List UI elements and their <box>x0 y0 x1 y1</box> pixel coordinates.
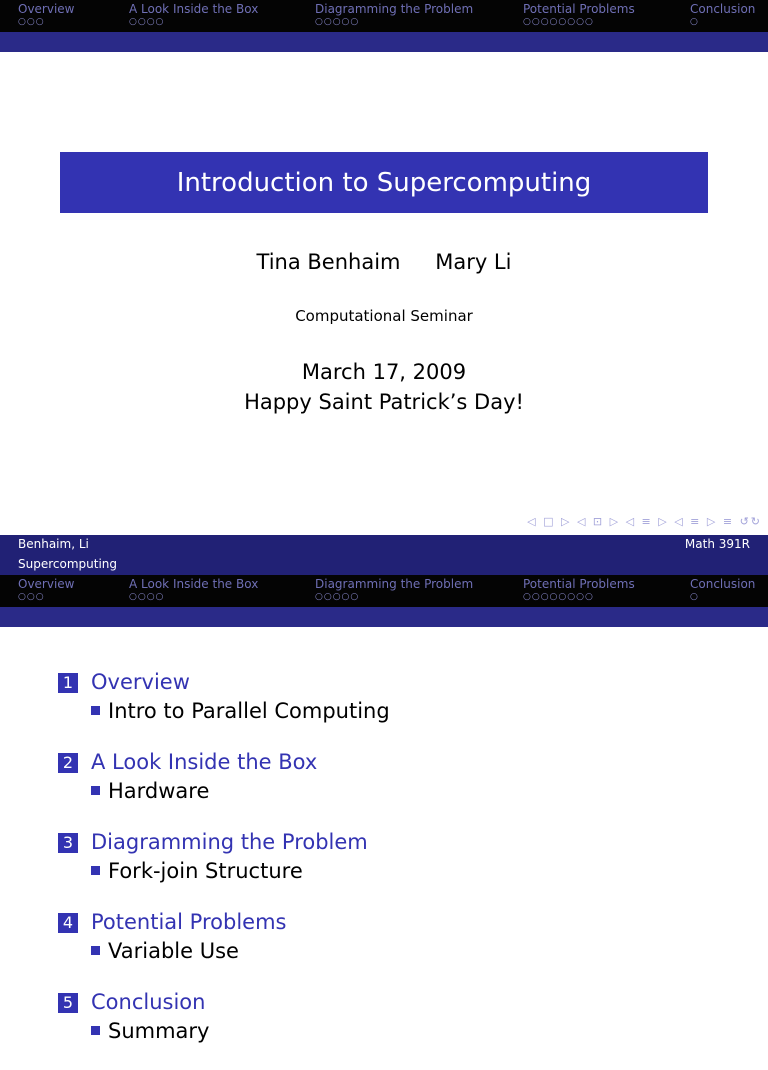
toc-subsection-label: Summary <box>108 1019 210 1043</box>
institute: Computational Seminar <box>295 307 473 325</box>
table-of-contents <box>58 670 748 1070</box>
nav-dots-conclusion[interactable]: ○ <box>690 17 699 27</box>
toc-subsection[interactable] <box>91 859 303 883</box>
nav2-dots-look-inside[interactable]: ○○○○ <box>129 592 165 602</box>
authors <box>0 250 768 274</box>
toc-item[interactable] <box>58 750 748 830</box>
square-bullet-icon <box>91 866 100 875</box>
nav2-section-conclusion[interactable]: Conclusion <box>690 577 756 591</box>
toc-section-title[interactable]: Potential Problems <box>91 910 287 934</box>
toc-subsection[interactable] <box>91 699 390 723</box>
footer-short-title-bar <box>0 555 768 575</box>
nav-section-diagramming[interactable]: Diagramming the Problem <box>315 2 474 16</box>
nav-row <box>0 0 768 32</box>
toc-subsection-label: Intro to Parallel Computing <box>108 699 390 723</box>
toc-number: 4 <box>58 913 78 933</box>
nav-dots-overview[interactable]: ○○○ <box>18 17 45 27</box>
toc-item[interactable] <box>58 830 748 910</box>
square-bullet-icon <box>91 786 100 795</box>
second-navigation-bar <box>0 575 768 627</box>
nav-row-2 <box>0 575 768 607</box>
nav2-dots-potential-problems[interactable]: ○○○○○○○○ <box>523 592 594 602</box>
toc-subsection[interactable] <box>91 939 239 963</box>
author-1: Tina Benhaim <box>256 250 401 274</box>
toc-item[interactable] <box>58 670 748 750</box>
footer-bar <box>0 535 768 555</box>
square-bullet-icon <box>91 946 100 955</box>
toc-subsection[interactable] <box>91 1019 209 1043</box>
footer-short-title: Supercomputing <box>18 557 118 571</box>
beamer-navigation-controls[interactable]: ◁ □ ▷ ◁ ⊡ ▷ ◁ ≡ ▷ ◁ ≡ ▷ ≡ ↺↻ <box>527 515 762 528</box>
toc-item[interactable] <box>58 910 748 990</box>
toc-section-title[interactable]: Diagramming the Problem <box>91 830 368 854</box>
nav2-dots-conclusion[interactable]: ○ <box>690 592 699 602</box>
nav-section-overview[interactable]: Overview <box>18 2 75 16</box>
toc-subsection[interactable] <box>91 779 209 803</box>
date-note: Happy Saint Patrick’s Day! <box>244 390 524 414</box>
date: March 17, 2009 <box>301 360 467 384</box>
slide-title: Introduction to Supercomputing <box>60 152 708 213</box>
toc-number: 2 <box>58 753 78 773</box>
toc-subsection-label: Variable Use <box>108 939 239 963</box>
nav2-subsection-strip <box>0 607 768 627</box>
nav-dots-potential-problems[interactable]: ○○○○○○○○ <box>523 17 594 27</box>
nav-dots-diagramming[interactable]: ○○○○○ <box>315 17 360 27</box>
nav2-dots-overview[interactable]: ○○○ <box>18 592 45 602</box>
toc-number: 1 <box>58 673 78 693</box>
nav2-dots-diagramming[interactable]: ○○○○○ <box>315 592 360 602</box>
nav-subsection-strip <box>0 32 768 52</box>
top-navigation-bar <box>0 0 768 52</box>
nav-dots-look-inside[interactable]: ○○○○ <box>129 17 165 27</box>
author-2: Mary Li <box>435 250 512 274</box>
footer-author: Benhaim, Li <box>18 537 89 551</box>
nav2-section-diagramming[interactable]: Diagramming the Problem <box>315 577 474 591</box>
nav-section-conclusion[interactable]: Conclusion <box>690 2 756 16</box>
square-bullet-icon <box>91 1026 100 1035</box>
footer-course: Math 391R <box>684 537 750 551</box>
toc-section-title[interactable]: Conclusion <box>91 990 206 1014</box>
toc-section-title[interactable]: A Look Inside the Box <box>91 750 318 774</box>
nav2-section-look-inside[interactable]: A Look Inside the Box <box>129 577 259 591</box>
square-bullet-icon <box>91 706 100 715</box>
nav-section-potential-problems[interactable]: Potential Problems <box>523 2 635 16</box>
nav-section-look-inside[interactable]: A Look Inside the Box <box>129 2 259 16</box>
toc-subsection-label: Fork-join Structure <box>108 859 303 883</box>
toc-subsection-label: Hardware <box>108 779 210 803</box>
nav2-section-overview[interactable]: Overview <box>18 577 75 591</box>
toc-number: 5 <box>58 993 78 1013</box>
toc-section-title[interactable]: Overview <box>91 670 190 694</box>
toc-item[interactable] <box>58 990 748 1070</box>
nav2-section-potential-problems[interactable]: Potential Problems <box>523 577 635 591</box>
toc-number: 3 <box>58 833 78 853</box>
date-block <box>0 357 768 417</box>
